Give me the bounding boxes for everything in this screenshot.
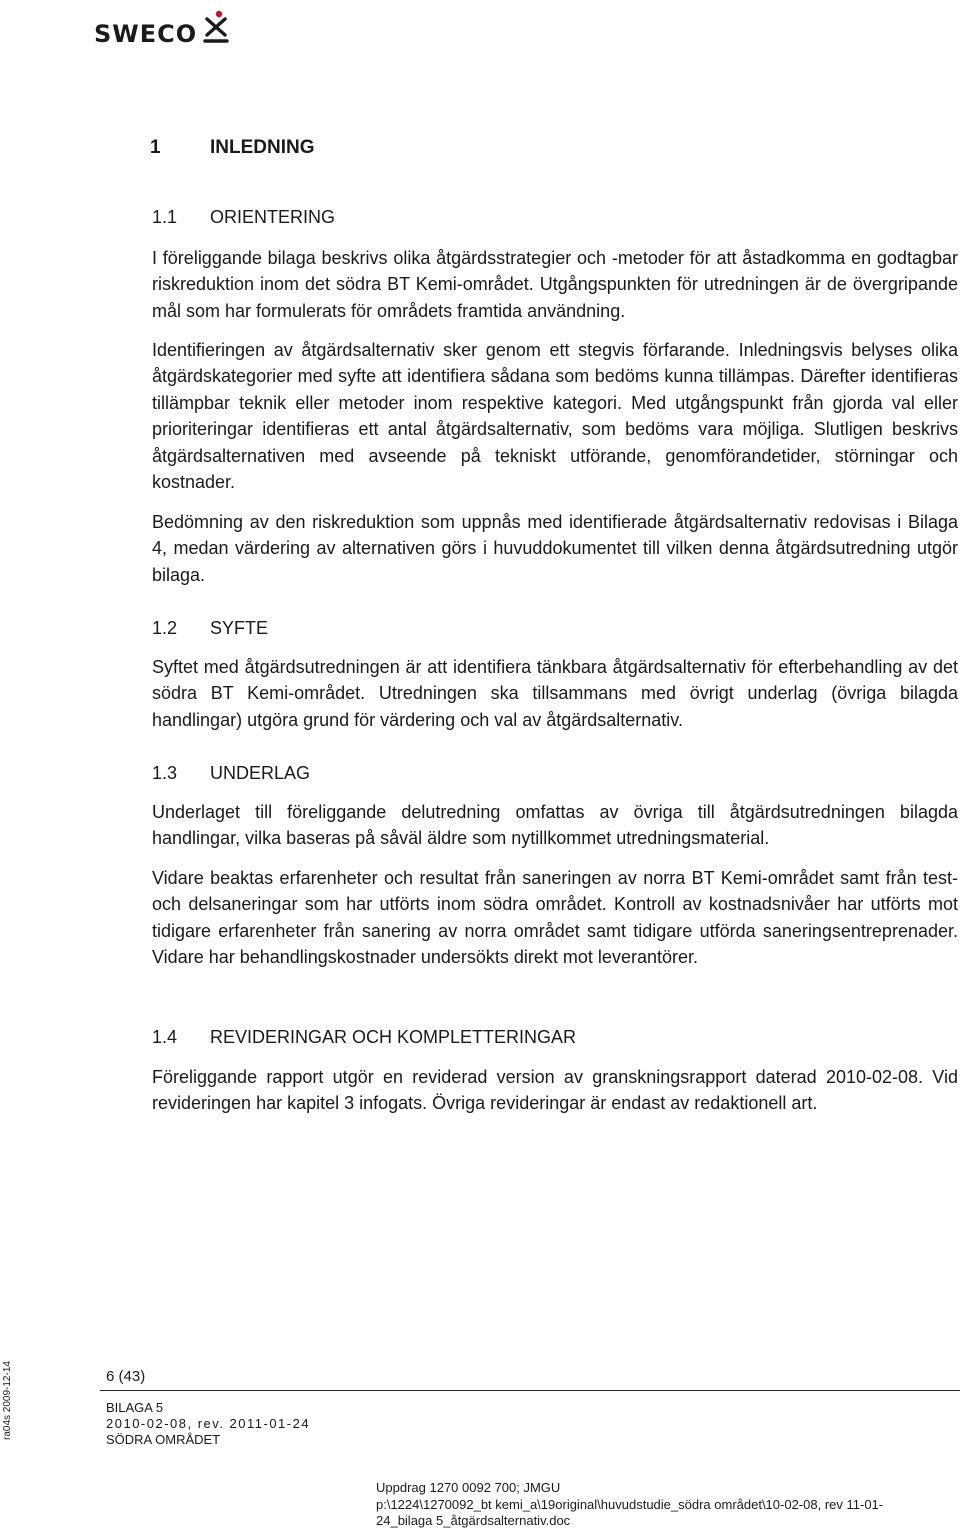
footer-attachment: BILAGA 5 xyxy=(106,1400,164,1415)
section-title: SYFTE xyxy=(210,618,269,638)
paragraph: Föreliggande rapport utgör en reviderad version av granskningsrapport daterad 2010-02-08. Vid revideringen har kapitel 3 infogats. Övriga revideringar är endast av redaktionell art. xyxy=(152,1067,958,1114)
paragraph: I föreliggande bilaga beskrivs olika åtgärdsstrategier och -metoder för att åstadkomma en godtagbar riskreduktion inom det södra BT Kemi-området. Utgångspunkten för utredningen är de övergripande mål som har formulerats för områdets framtida användning. xyxy=(152,248,958,321)
section-title: UNDERLAG xyxy=(210,763,311,783)
page-number: 6 (43) xyxy=(106,1368,146,1385)
chapter-number: 1 xyxy=(150,137,161,158)
footer-date: 2010-02-08, rev. 2011-01-24 xyxy=(106,1416,311,1431)
footer-file-info xyxy=(376,1480,936,1530)
section-number: 1.2 xyxy=(152,618,178,638)
paragraph: Syftet med åtgärdsutredningen är att identifiera tänkbara åtgärdsalternativ för efterbehandling av det södra BT Kemi-området. Utredningen ska tillsammans med övrigt underlag (övriga bilagda handlingar) utgöra grund för värdering och val av åtgärdsalternativ. xyxy=(152,657,958,730)
footer-divider xyxy=(100,1390,960,1391)
section-heading xyxy=(152,761,310,785)
logo-text: SWECO xyxy=(94,20,198,48)
sweco-person-icon xyxy=(201,10,231,44)
footer-path: p:\1224\1270092_bt kemi_a\19original\huvudstudie_södra området\10-02-08, rev 11-01- xyxy=(376,1496,884,1512)
footer-area: SÖDRA OMRÅDET xyxy=(106,1432,221,1447)
footer-doc-info xyxy=(106,1400,310,1448)
paragraph: Underlaget till föreliggande delutredning omfattas av övriga till åtgärdsutredningen bilagda handlingar, vilka baseras på såväl äldre som nytillkommet utredningsmaterial. xyxy=(152,802,958,849)
section-number: 1.1 xyxy=(152,207,178,227)
template-id: ra04s 2009-12-14 xyxy=(2,1361,13,1440)
section-title: ORIENTERING xyxy=(210,207,336,227)
section-heading xyxy=(152,205,335,229)
chapter-title: INLEDNING xyxy=(210,137,315,158)
paragraph: Bedömning av den riskreduktion som uppnås med identifierade åtgärdsalternativ redovisas i Bilaga 4, medan värdering av alternativen görs i huvuddokumentet till vilken denna åtgärdsutredning utgör bilaga. xyxy=(152,512,958,585)
footer-assignment: Uppdrag 1270 0092 700; JMGU xyxy=(376,1480,561,1495)
section-title: REVIDERINGAR OCH KOMPLETTERINGAR xyxy=(210,1027,577,1047)
chapter-heading xyxy=(150,136,315,160)
section-heading xyxy=(152,616,268,640)
paragraph: Vidare beaktas erfarenheter och resultat från saneringen av norra BT Kemi-området samt från test- och delsaneringar som har utförts inom södra området. Kontroll av kostnadsnivåer har utförts mot tidigare erfarenheter från sanering av norra området samt tidigare utförda saneringsentreprenader. Vidare har behandlingskostnader undersökts direkt mot leverantörer. xyxy=(152,868,958,968)
footer-path-cont: 24_bilaga 5_åtgärdsalternativ.doc xyxy=(376,1513,571,1528)
paragraph: Identifieringen av åtgärdsalternativ sker genom ett stegvis förfarande. Inledningsvis belyses olika åtgärdskategorier med syfte att identifiera sådana som bedöms kunna tillämpas. Därefter identifieras tillämpbar teknik eller metoder inom respektive kategori. Med utgångspunkt från gjorda val eller prioriteringar identifieras ett antal åtgärdsalternativ, som bedöms vara möjliga. Slutligen beskrivs åtgärdsalternativen med avseende på tekniskt utförande, genomförandetider, störningar och kostnader. xyxy=(152,340,958,493)
sweco-logo xyxy=(94,6,231,46)
section-heading xyxy=(152,1025,576,1049)
section-number: 1.4 xyxy=(152,1027,178,1047)
section-number: 1.3 xyxy=(152,763,178,783)
